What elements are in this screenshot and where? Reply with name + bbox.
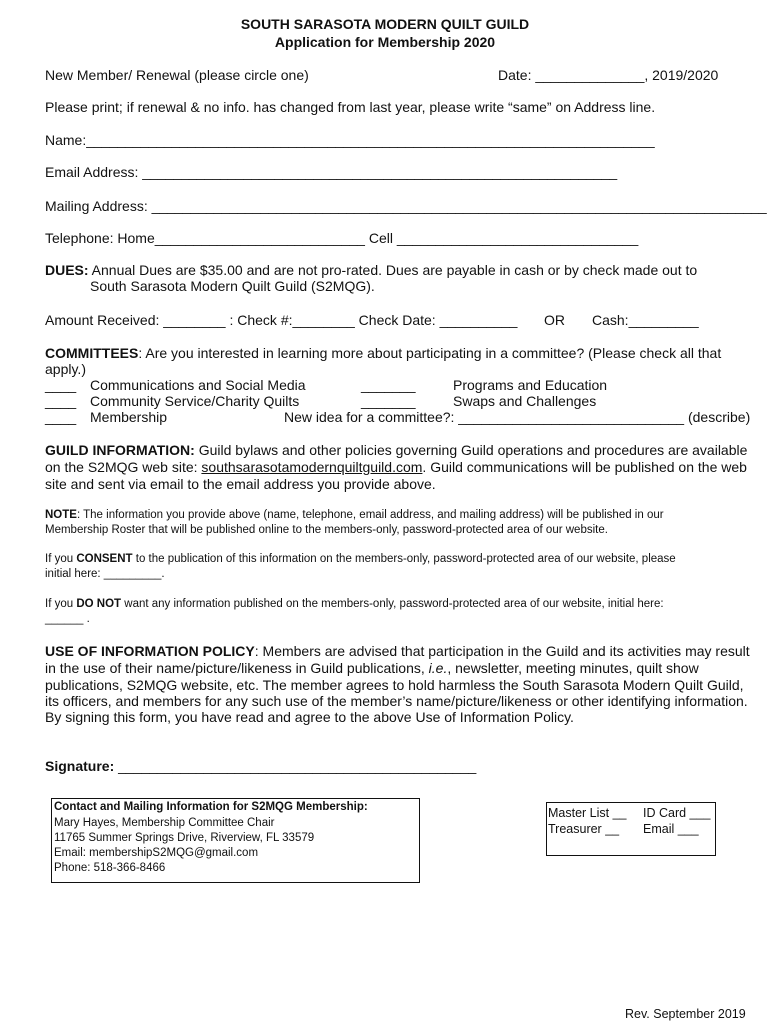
signature-line [45,758,476,774]
do-not-text-1: want any information published on the members-only, password-protected area of our website, initial here: [121,598,664,610]
dues-text-1: Annual Dues are $35.00 and are not pro-rated. Dues are payable in cash or by check made out to [88,262,698,278]
guild-info-text-1: Guild bylaws and other policies governing Guild operations and procedures are available [194,442,748,458]
committee-item-programs: Programs and Education [453,377,608,393]
or-label: OR [544,312,565,328]
cash-field: Cash:_________ [592,312,699,328]
guild-info-line-2 [45,459,747,475]
committees-line-2: apply.) [45,361,86,377]
dues-line-2: South Sarasota Modern Quilt Guild (S2MQG). [90,278,375,294]
note-line-2: Membership Roster that will be published online to the members-only, password-protected area of our website. [45,524,608,536]
guild-info-text-2b: . Guild communications will be published on the web [422,459,747,475]
consent-line-2: initial here: _________. [45,568,165,580]
policy-text-1: : Members are advised that participation in the Guild and its activities may result [254,643,750,659]
contact-heading: Contact and Mailing Information for S2MQG Membership: [54,801,368,813]
contact-info-box [51,798,420,883]
amount-received-line: Amount Received: ________ : Check #:________ Check Date: __________ [45,312,518,328]
do-not-prefix: If you [45,598,77,610]
mailing-address-field: Mailing Address: _______________________________________________________________________________ [45,198,767,214]
consent-line-1 [45,552,676,567]
consent-label: CONSENT [76,553,133,565]
committee-blank-programs: _______ [361,377,416,393]
instructions: Please print; if renewal & no info. has changed from last year, please write “same” on Address line. [45,99,656,115]
guild-info-line-1 [45,442,747,458]
office-email: Email ___ [643,822,699,836]
committee-blank-2: ____ [45,393,77,409]
committee-blank-1: ____ [45,377,77,393]
contact-name: Mary Hayes, Membership Committee Chair [54,817,275,829]
contact-email: Email: membershipS2MQG@gmail.com [54,847,259,859]
committees-text-1: : Are you interested in learning more about participating in a committee? (Please check all that [138,345,722,361]
contact-address: 11765 Summer Springs Drive, Riverview, FL 33579 [54,832,315,844]
policy-ie: i.e. [428,660,448,676]
committee-blank-3: ____ [45,409,77,425]
office-master-list: Master List __ [548,806,627,820]
committees-label: COMMITTEES [45,345,139,361]
office-treasurer: Treasurer __ [548,822,620,836]
committee-item-community-service: Community Service/Charity Quilts [90,393,300,409]
guild-info-line-3: site and sent via email to the email address you provide above. [45,476,436,492]
committee-item-communications: Communications and Social Media [90,377,306,393]
office-use-box [546,802,716,856]
note-text-1: : The information you provide above (name, telephone, email address, and mailing address) will be published in our [76,509,664,521]
guild-website-link[interactable]: southsarasotamodernquiltguild.com [201,459,423,475]
do-not-line-1 [45,597,664,612]
consent-text-1: to the publication of this information on the members-only, password-protected area of our website, please [132,553,676,565]
policy-line-5: By signing this form, you have read and agree to the above Use of Information Policy. [45,709,574,725]
dues-line-1 [45,262,697,278]
note-label: NOTE [45,509,77,521]
committee-blank-swaps: _______ [361,393,416,409]
policy-text-2a: in the use of their name/picture/likeness in Guild publications, [45,660,429,676]
form-title: SOUTH SARASOTA MODERN QUILT GUILD [240,16,530,32]
signature-label: Signature: [45,758,115,774]
name-field: Name:_________________________________________________________________________ [45,132,655,148]
policy-line-1 [45,643,750,659]
office-id-card: ID Card ___ [643,806,711,820]
dues-label: DUES: [45,262,89,278]
policy-line-4: its officers, and members for any such use of the member’s name/picture/likeness or other identifying information. [45,693,748,709]
committee-item-swaps: Swaps and Challenges [453,393,597,409]
policy-line-2 [45,660,699,676]
email-field: Email Address: _____________________________________________________________ [45,164,618,180]
guild-info-label: GUILD INFORMATION: [45,442,195,458]
member-type-line: New Member/ Renewal (please circle one) [45,67,309,83]
policy-line-3: publications, S2MQG website, etc. The member agrees to hold harmless the South Sarasota Modern Quilt Guild, [45,677,744,693]
guild-info-text-2a: on the S2MQG web site: [45,459,202,475]
contact-phone: Phone: 518-366-8466 [54,862,166,874]
date-line: Date: ______________, 2019/2020 [498,67,719,83]
revision-date: Rev. September 2019 [625,1007,746,1021]
telephone-field: Telephone: Home___________________________ Cell _______________________________ [45,230,639,246]
form-subtitle: Application for Membership 2020 [274,34,496,50]
do-not-line-2: ______ . [45,613,90,625]
do-not-label: DO NOT [76,598,122,610]
committee-item-membership: Membership [90,409,168,425]
consent-prefix: If you [45,553,77,565]
note-line-1 [45,508,664,523]
committees-line-1 [45,345,721,361]
signature-blank: ______________________________________________ [114,758,477,774]
policy-label: USE OF INFORMATION POLICY [45,643,255,659]
committee-new-idea: New idea for a committee?: _____________________________ (describe) [284,409,751,425]
policy-text-2b: , newsletter, meeting minutes, quilt show [447,660,699,676]
